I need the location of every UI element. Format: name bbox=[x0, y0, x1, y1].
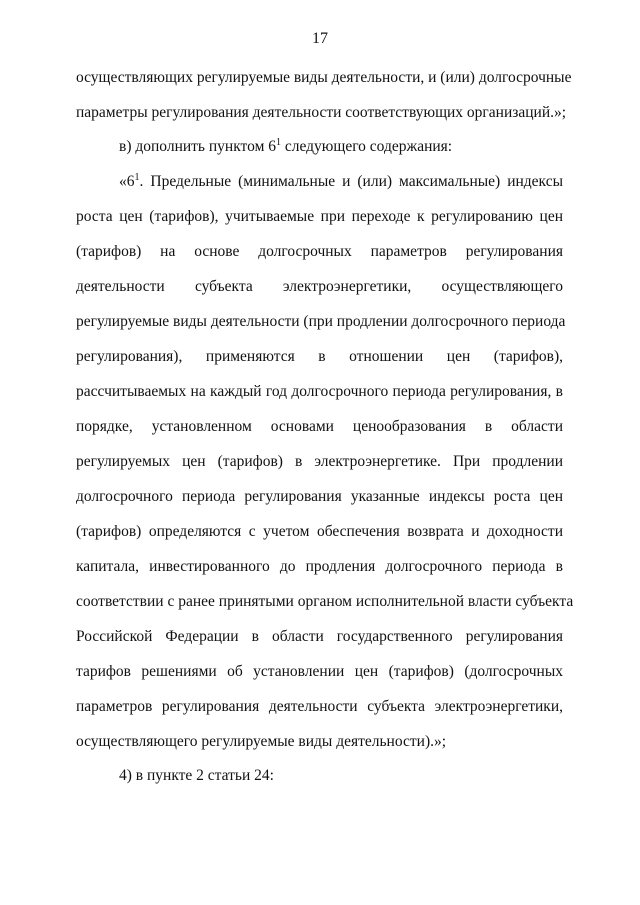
text-line: долгосрочного периода регулирования указанные индексы роста цен bbox=[76, 488, 563, 505]
text-line: осуществляющего регулируемые виды деятельности).»; bbox=[76, 733, 447, 750]
item-4-line: 4) в пункте 2 статьи 24: bbox=[119, 767, 274, 784]
text-line: рассчитываемых на каждый год долгосрочного периода регулирования, в bbox=[76, 383, 563, 400]
text-line: параметры регулирования деятельности соответствующих организаций.»; bbox=[76, 104, 567, 121]
quote-start-text: «6 bbox=[119, 173, 135, 190]
text-line: роста цен (тарифов), учитываемые при переходе к регулированию цен bbox=[76, 208, 563, 225]
quote-start-line bbox=[119, 172, 563, 192]
text-line: тарифов решениями об установлении цен (тарифов) (долгосрочных bbox=[76, 663, 563, 680]
text-line: Российской Федерации в области государственного регулирования bbox=[76, 628, 563, 645]
text-line: капитала, инвестированного до продления долгосрочного периода в bbox=[76, 558, 563, 575]
quote-start-text-end: . Предельные (минимальные и (или) максимальные) индексы bbox=[139, 173, 563, 190]
text-line: осуществляющих регулируемые виды деятельности, и (или) долгосрочные bbox=[76, 69, 572, 86]
text-line: порядке, установленном основами ценообразования в области bbox=[76, 418, 563, 435]
text-line: деятельности субъекта электроэнергетики, осуществляющего bbox=[76, 278, 563, 295]
text-line: параметров регулирования деятельности субъекта электроэнергетики, bbox=[76, 698, 563, 715]
text-line: (тарифов) на основе долгосрочных параметров регулирования bbox=[76, 243, 563, 260]
page-number: 17 bbox=[312, 30, 328, 47]
quote-start-superscript: 1 bbox=[134, 172, 140, 183]
text-line: соответствии с ранее принятыми органом исполнительной власти субъекта bbox=[76, 593, 574, 610]
item-v-superscript: 1 bbox=[276, 137, 281, 148]
text-line: регулируемые виды деятельности (при продлении долгосрочного периода bbox=[76, 313, 566, 330]
text-line: регулируемых цен (тарифов) в электроэнергетике. При продлении bbox=[76, 453, 563, 470]
item-v-line bbox=[119, 137, 563, 157]
item-v-text-end: следующего содержания: bbox=[281, 138, 453, 155]
item-v-text: в) дополнить пунктом 6 bbox=[119, 138, 276, 155]
text-line: (тарифов) определяются с учетом обеспечения возврата и доходности bbox=[76, 523, 563, 540]
text-line: регулирования), применяются в отношении цен (тарифов), bbox=[76, 348, 563, 365]
